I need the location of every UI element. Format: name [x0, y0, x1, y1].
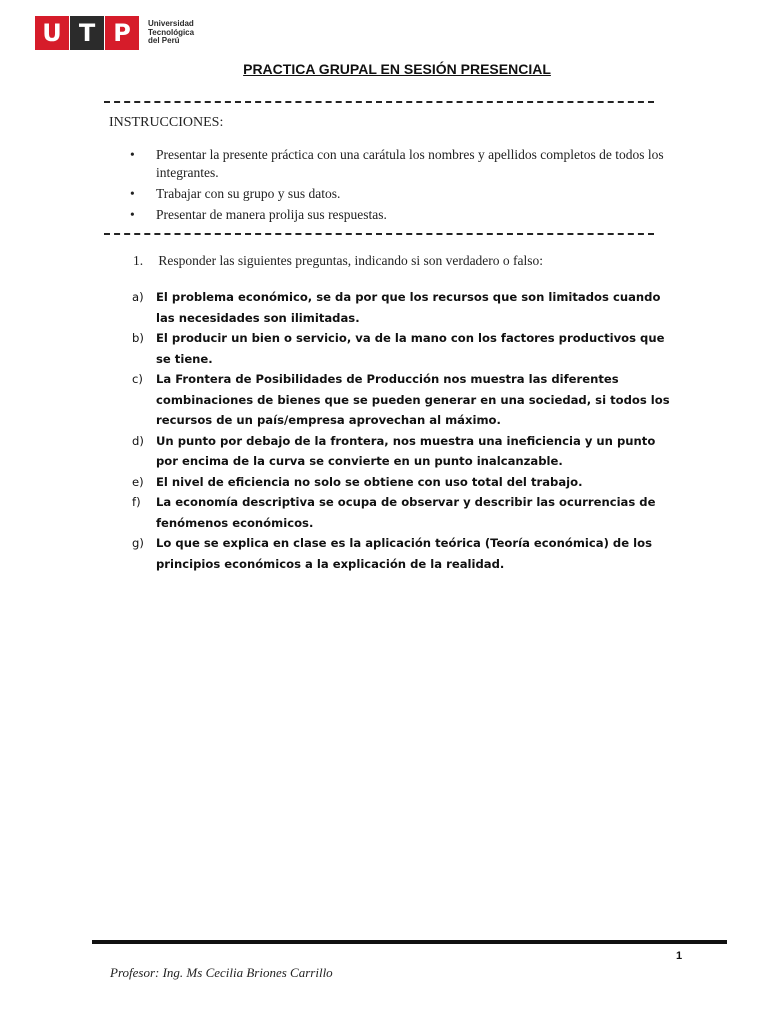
bullet-icon: •: [130, 207, 135, 222]
bullet-icon: •: [130, 147, 135, 162]
bullet-icon: •: [130, 186, 135, 201]
statement-item: [132, 431, 672, 472]
logo-letter-u: U: [35, 16, 69, 50]
professor-footer: Profesor: Ing. Ms Cecilia Briones Carrillo: [110, 965, 333, 980]
dashed-divider-bottom: [104, 233, 654, 235]
statement-label: e): [132, 474, 144, 489]
instruction-text: Presentar la presente práctica con una carátula los nombres y apellidos completos de todos los integrantes.: [156, 147, 664, 180]
utp-logo: [35, 16, 194, 50]
logo-line-1: Universidad: [148, 19, 194, 29]
instruction-item: [130, 146, 685, 182]
statement-text: Lo que se explica en clase es la aplicación teórica (Teoría económica) de los principios económicos a la explicación de la realidad.: [156, 536, 652, 571]
statement-text: La economía descriptiva se ocupa de observar y describir las ocurrencias de fenómenos económicos.: [156, 495, 656, 530]
logo-line-3: del Perú: [148, 36, 180, 46]
statement-text: El problema económico, se da por que los recursos que son limitados cuando las necesidades son ilimitadas.: [156, 290, 661, 325]
statement-label: d): [132, 433, 144, 448]
question-number: 1.: [133, 253, 144, 268]
statement-text: El nivel de eficiencia no solo se obtiene con uso total del trabajo.: [156, 474, 583, 489]
page-number: 1: [676, 950, 683, 962]
question-text: Responder las siguientes preguntas, indicando si son verdadero o falso:: [158, 253, 544, 268]
statement-text: La Frontera de Posibilidades de Producción nos muestra las diferentes combinaciones de bienes que se pueden generar en una sociedad, si todos los recursos de un país/empresa aprovechan al máximo.: [156, 372, 670, 427]
statement-text: Un punto por debajo de la frontera, nos muestra una ineficiencia y un punto por encima de la curva se convierte en un punto inalcanzable.: [156, 433, 656, 468]
statement-item: [132, 533, 672, 574]
statement-text: El producir un bien o servicio, va de la mano con los factores productivos que se tiene.: [156, 331, 665, 366]
instructions-list: [130, 146, 685, 227]
logo-letter-p: P: [105, 16, 139, 50]
statement-item: [132, 472, 672, 493]
statement-list: [132, 287, 672, 574]
instruction-text: Trabajar con su grupo y sus datos.: [156, 186, 341, 201]
statement-item: [132, 492, 672, 533]
dashed-divider-top: [104, 101, 654, 103]
instruction-item: [130, 206, 685, 224]
statement-label: b): [132, 331, 144, 345]
statement-item: [132, 369, 672, 431]
statement-label: c): [132, 372, 143, 386]
statement-item: [132, 287, 672, 328]
logo-letter-t: T: [70, 16, 104, 50]
page-title: PRACTICA GRUPAL EN SESIÓN PRESENCIAL: [243, 61, 551, 77]
instructions-heading: INSTRUCCIONES:: [109, 115, 224, 130]
statement-item: [132, 328, 672, 369]
question-heading: [133, 253, 543, 269]
instruction-item: [130, 185, 685, 203]
statement-label: f): [132, 495, 141, 509]
statement-label: a): [132, 290, 144, 304]
instruction-text: Presentar de manera prolija sus respuestas.: [156, 207, 387, 222]
footer-rule: [92, 940, 727, 944]
logo-line-2: Tecnológica: [148, 27, 195, 37]
statement-label: g): [132, 536, 144, 550]
logo-wordmark: [148, 20, 194, 46]
